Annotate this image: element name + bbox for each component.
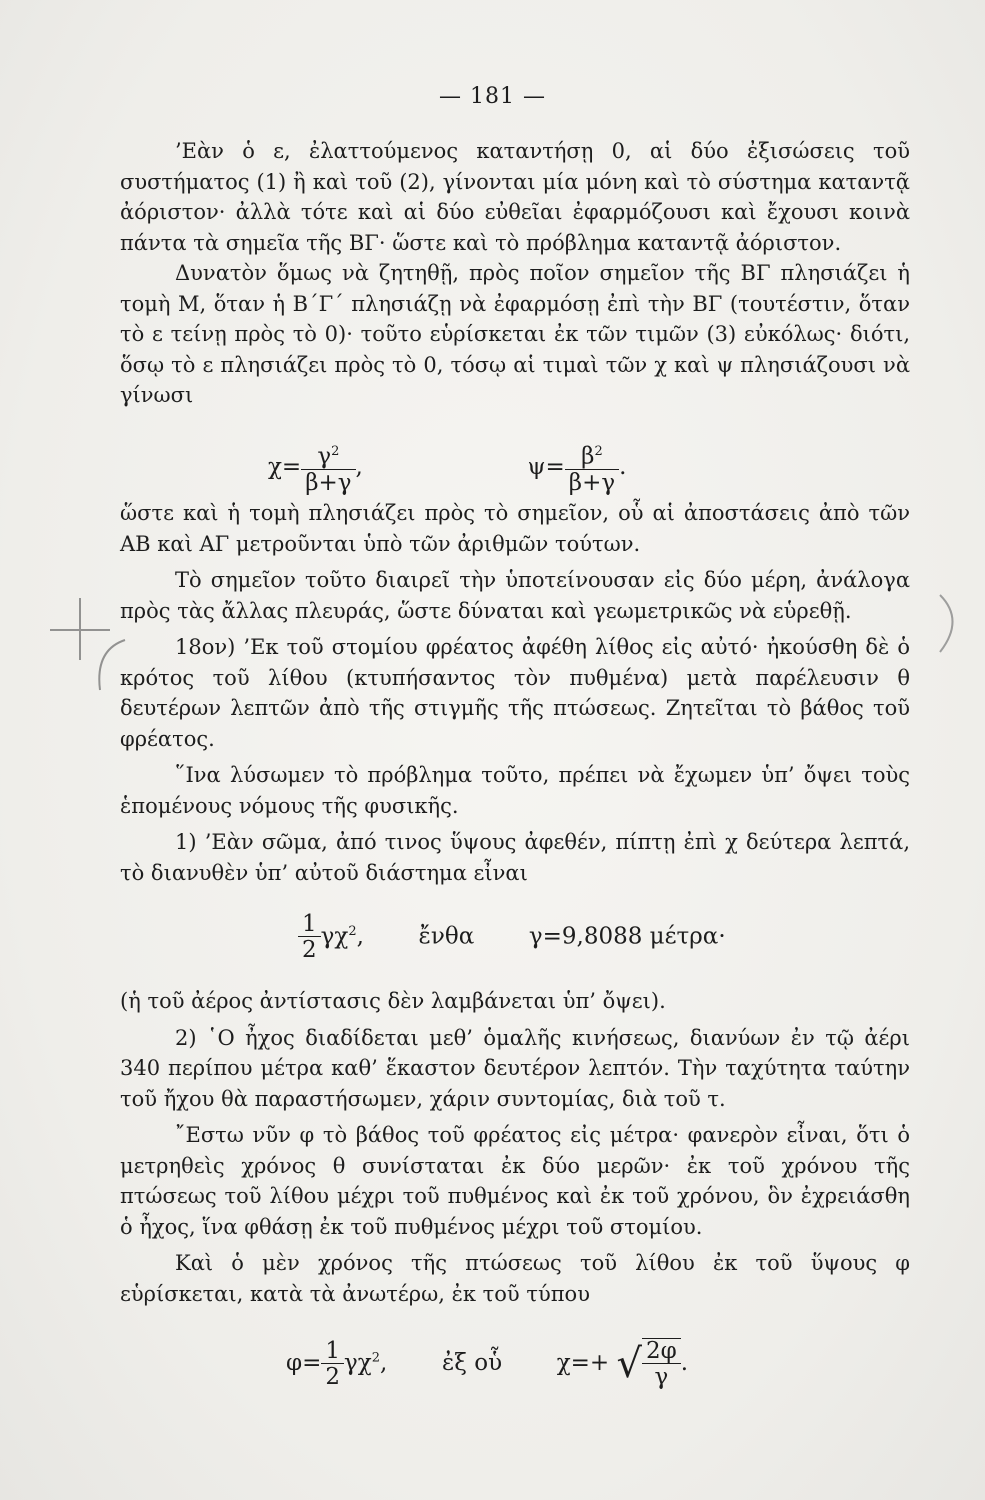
formula-x-lhs: χ= — [268, 453, 302, 480]
paragraph-4: Τὸ σημεῖον τοῦτο διαιρεῖ τὴν ὑποτείνουσαν εἰς δύο μέρη, ἀνάλογα πρὸς τὰς ἄλλας πλευράς, ὥστε δύναται καὶ γεωμετρικῶς νὰ εὑρεθῇ. — [120, 568, 910, 623]
formula-x-eq: χ=+ — [556, 1350, 610, 1376]
formula-x-psi — [268, 440, 626, 496]
fraction-psi-exponent: 2 — [594, 444, 603, 459]
formula-period: . — [619, 453, 627, 480]
fraction-x-exponent: 2 — [331, 444, 340, 459]
paragraph-2: Δυνατὸν ὅμως νὰ ζητηθῇ, πρὸς ποῖον σημεῖον τῆς ΒΓ πλησιάζει ἡ τομὴ Μ, ὅταν ἡ Β΄Γ΄ πλησιάζῃ νὰ ἐφαρμόσῃ ἐπὶ τὴν ΒΓ (τουτέστιν, ὅταν τὸ ε τείνῃ πρὸς τὸ 0)· τοῦτο εὑρίσκεται ἐκ τῶν τιμῶν (3) εὐκόλως· διότι, ὅσῳ τὸ ε πλησιάζει πρὸς τὸ 0, τόσῳ αἱ τιμαὶ τῶν χ καὶ ψ πλησιάζουσι νὰ γίνωσι — [120, 261, 910, 407]
formula-comma-2: , — [380, 1350, 388, 1376]
fraction-x-numerator: γ — [317, 443, 332, 470]
fraction-psi-numerator: β — [581, 443, 595, 470]
formula-comma: , — [356, 923, 364, 950]
formula-psi-lhs: ψ= — [527, 453, 565, 480]
fraction-half-denominator: 2 — [298, 936, 321, 963]
pencil-mark-left-icon — [40, 590, 130, 700]
fraction-root-numerator: 2φ — [646, 1338, 677, 1364]
paragraph-8: (ἡ τοῦ ἀέρος ἀντίστασις δὲν λαμβάνεται ὑπ’ ὄψει). — [120, 989, 666, 1013]
fraction-psi-denominator: β+γ — [565, 469, 619, 496]
fraction-x-denominator: β+γ — [301, 469, 355, 496]
formula-exponent-2: 2 — [371, 1350, 380, 1366]
formula-fall-distance — [298, 912, 726, 963]
fraction-half-numerator: 1 — [302, 911, 317, 937]
fraction-half-2-numerator: 1 — [325, 1337, 341, 1364]
page-number: — 181 — — [439, 84, 546, 109]
formula-body-2: γχ — [344, 1350, 372, 1376]
formula-phi-lhs: φ= — [286, 1350, 322, 1376]
paragraph-3: ὥστε καὶ ἡ τομὴ πλησιάζει πρὸς τὸ σημεῖον, οὗ αἱ ἀποστάσεις ἀπὸ τῶν ΑΒ καὶ ΑΓ μετροῦνται ὑπὸ τῶν ἀριθμῶν τούτων. — [120, 501, 910, 556]
formula-depth — [286, 1338, 688, 1390]
formula-ex-ou: ἐξ οὗ — [441, 1350, 503, 1376]
fraction-x — [301, 440, 355, 496]
pencil-mark-right-icon — [930, 590, 970, 660]
square-root — [617, 1338, 681, 1390]
paragraph-1: ’Εὰν ὁ ε, ἐλαττούμενος καταντήσῃ 0, αἱ δύο ἐξισώσεις τοῦ συστήματος (1) ἢ καὶ τοῦ (2), γίνονται μία μόνη καὶ τὸ σύστημα καταντᾷ ἀόριστον· ἀλλὰ τότε καὶ αἱ δύο εὐθεῖαι ἐφαρμόζουσι καὶ ἔχουσι κοινὰ πάντα τὰ σημεῖα τῆς ΒΓ· ὥστε καὶ τὸ πρόβλημα καταντᾷ ἀόριστον. — [120, 139, 910, 255]
paragraph-11: Καὶ ὁ μὲν χρόνος τῆς πτώσεως τοῦ λίθου ἐκ τοῦ ὕψους φ εὑρίσκεται, κατὰ τὰ ἀνωτέρω, ἐκ τοῦ τύπου — [120, 1251, 910, 1306]
paragraph-7: 1) ’Εὰν σῶμα, ἀπό τινος ὕψους ἀφεθέν, πίπτῃ ἐπὶ χ δεύτερα λεπτά, τὸ διανυθὲν ὑπ’ αὐτοῦ διάστημα εἶναι — [120, 830, 910, 885]
text-block-lower — [120, 986, 910, 1309]
text-block-middle — [120, 498, 910, 888]
paragraph-5: 18ον) ’Εκ τοῦ στομίου φρέατος ἀφέθη λίθος εἰς αὐτό· ἠκούσθη δὲ ὁ κρότος τοῦ λίθου (κτυπήσαντος τὸν πυθμένα) μετὰ παρέλευσιν θ δευτέρων λεπτῶν ἀπὸ τῆς στιγμῆς τῆς πτώσεως. Ζητεῖται τὸ βάθος τοῦ φρέατος. — [120, 635, 910, 751]
fraction-half-2 — [321, 1339, 344, 1390]
formula-entha: ἔνθα — [418, 923, 475, 950]
formula-exponent: 2 — [348, 923, 357, 939]
paragraph-6: ῞Ινα λύσωμεν τὸ πρόβλημα τοῦτο, πρέπει νὰ ἔχωμεν ὑπ’ ὄψει τοὺς ἑπομένους νόμους τῆς φυσικῆς. — [120, 763, 910, 818]
formula-g-value: γ=9,8088 μέτρα· — [528, 923, 726, 950]
fraction-root — [642, 1339, 681, 1390]
paragraph-10: ῎Εστω νῦν φ τὸ βάθος τοῦ φρέατος εἰς μέτρα· φανερὸν εἶναι, ὅτι ὁ μετρηθεὶς χρόνος θ συνίσταται ἐκ δύο μερῶν· ἐκ τοῦ χρόνου τῆς πτώσεως τοῦ λίθου μέχρι τοῦ πυθμένος καὶ ἐκ τοῦ χρόνου, ὃν ἐχρειάσθη ὁ ἦχος, ἵνα φθάσῃ ἐκ τοῦ πυθμένος μέχρι τοῦ στομίου. — [120, 1123, 910, 1239]
formula-comma: , — [355, 453, 363, 480]
paragraph-9: 2) ῾Ο ἦχος διαδίδεται μεθ’ ὁμαλῆς κινήσεως, διανύων ἐν τῷ ἀέρι 340 περίπου μέτρα καθ’ ἕκαστον δευτέρον λεπτόν. Τὴν ταχύτητα ταύτην τοῦ ἤχου θὰ παραστήσωμεν, χάριν συντομίας, διὰ τοῦ τ. — [120, 1025, 910, 1111]
fraction-psi — [565, 440, 619, 496]
fraction-root-denominator: γ — [642, 1363, 681, 1390]
formula-body: γχ — [320, 923, 349, 950]
radical-sign: √ — [616, 1341, 643, 1387]
text-block-upper — [120, 136, 910, 411]
fraction-half-2-denominator: 2 — [321, 1363, 344, 1390]
fraction-half — [298, 912, 321, 963]
formula-period-2: . — [680, 1350, 689, 1376]
